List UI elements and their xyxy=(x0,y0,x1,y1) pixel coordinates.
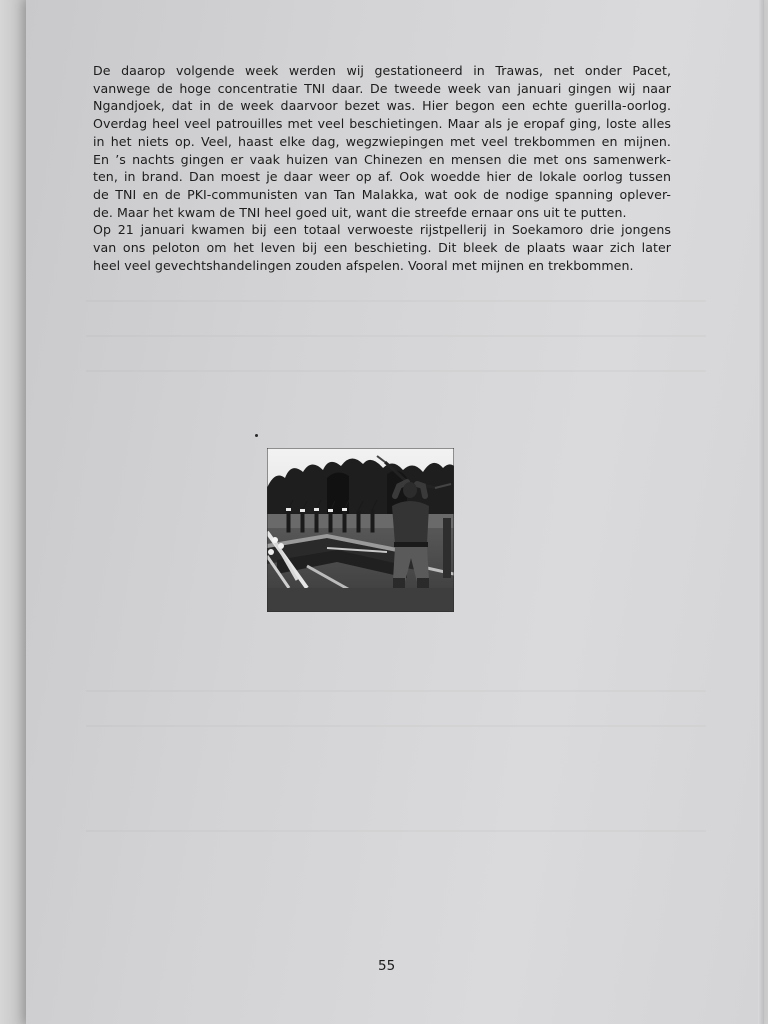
text-line: ten, in brand. Dan moest je daar weer op af. Ook woedde hier de lokale oorlog tussen xyxy=(93,169,671,185)
show-through-line xyxy=(86,300,706,302)
text-line: de. Maar het kwam de TNI heel goed uit, want die streefde ernaar ons uit te putten. xyxy=(93,204,627,220)
text-line: Ngandjoek, dat in de week daarvoor bezet was. Hier begon een echte guerilla-oorlog. xyxy=(93,98,671,114)
text-line: En ’s nachts gingen er vaak huizen van Chinezen en mensen die met ons samenwerk- xyxy=(93,151,671,167)
text-line: Overdag heel veel patrouilles met veel beschietingen. Maar als je eropaf ging, loste alles xyxy=(93,116,671,132)
text-line: in het niets op. Veel, haast elke dag, wegzwiepingen met veel trekbommen en mijnen. xyxy=(93,133,671,149)
photograph-soldiers-firing-salute xyxy=(267,448,454,612)
show-through-line xyxy=(86,830,706,832)
photo-illustration xyxy=(267,448,454,612)
text-line: de TNI en de PKI-communisten van Tan Malakka, wat ook de nodige spanning oplever- xyxy=(93,186,671,202)
text-line: Op 21 januari kwamen bij een totaal verwoeste rijstpellerij in Soekamoro drie jongens xyxy=(93,222,671,238)
show-through-line xyxy=(86,725,706,727)
body-paragraph xyxy=(93,62,671,274)
show-through-line xyxy=(86,690,706,692)
page-edge xyxy=(758,0,764,1024)
show-through-line xyxy=(86,335,706,337)
book-page xyxy=(26,0,764,1024)
ink-speck xyxy=(255,434,258,437)
page-number: 55 xyxy=(378,958,396,974)
text-line: De daarop volgende week werden wij gestationeerd in Trawas, net onder Pacet, xyxy=(93,63,671,78)
text-line: vanwege de hoge concentratie TNI daar. De tweede week van januari gingen wij naar xyxy=(93,80,671,96)
text-line: heel veel gevechtshandelingen zouden afspelen. Vooral met mijnen en trekbommen. xyxy=(93,257,634,273)
show-through-line xyxy=(86,370,706,372)
text-line: van ons peloton om het leven bij een beschieting. Dit bleek de plaats waar zich later xyxy=(93,240,671,256)
